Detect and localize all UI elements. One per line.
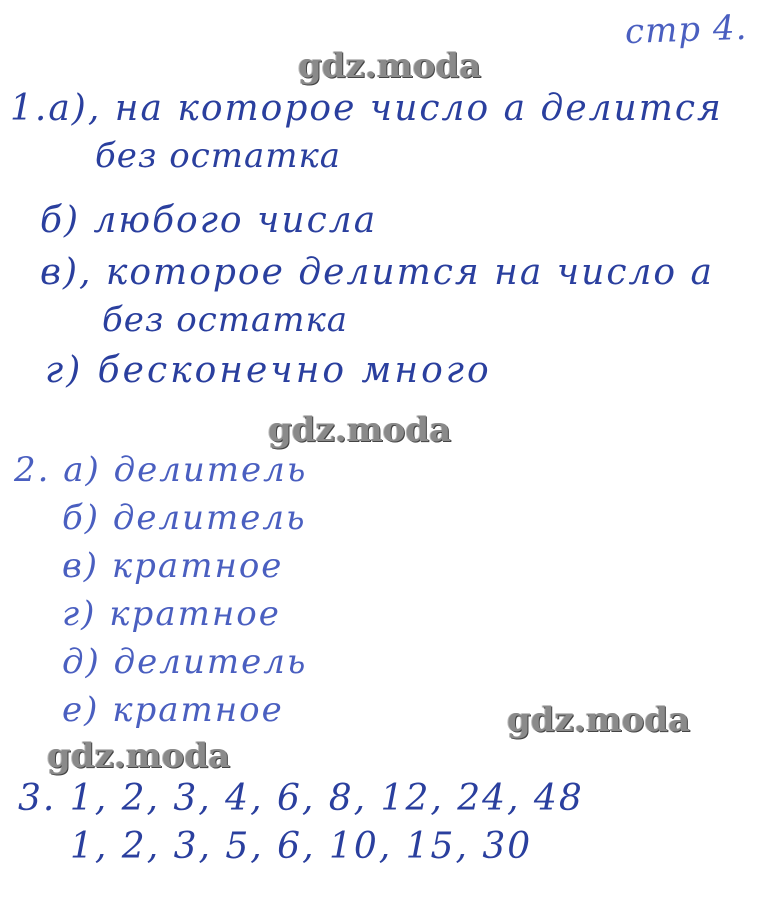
task1-a-line2: без остатка	[95, 136, 342, 176]
task2-a: 2. а) делитель	[14, 450, 308, 490]
task1-a-line1: 1.а), на которое число а делится	[10, 88, 723, 129]
page-label: стр 4.	[624, 7, 748, 53]
task1-v-line1: в), которое делится на число а	[40, 252, 715, 293]
task2-d: д) делитель	[62, 642, 308, 682]
task2-b: б) делитель	[62, 498, 307, 538]
watermark-top: gdz.moda	[298, 46, 482, 86]
task3-line1: 3. 1, 2, 3, 4, 6, 8, 12, 24, 48	[18, 778, 584, 819]
task2-g: г) кратное	[62, 594, 281, 634]
task1-g: г) бесконечно много	[45, 350, 492, 391]
watermark-middle: gdz.moda	[268, 410, 452, 450]
task2-v: в) кратное	[62, 546, 284, 586]
task2-e: е) кратное	[62, 690, 284, 730]
task3-line2: 1, 2, 3, 5, 6, 10, 15, 30	[70, 826, 533, 867]
task1-b: б) любого числа	[40, 200, 378, 241]
task1-v-line2: без остатка	[102, 300, 349, 340]
watermark-right: gdz.moda	[507, 700, 691, 740]
watermark-left: gdz.moda	[47, 736, 231, 776]
